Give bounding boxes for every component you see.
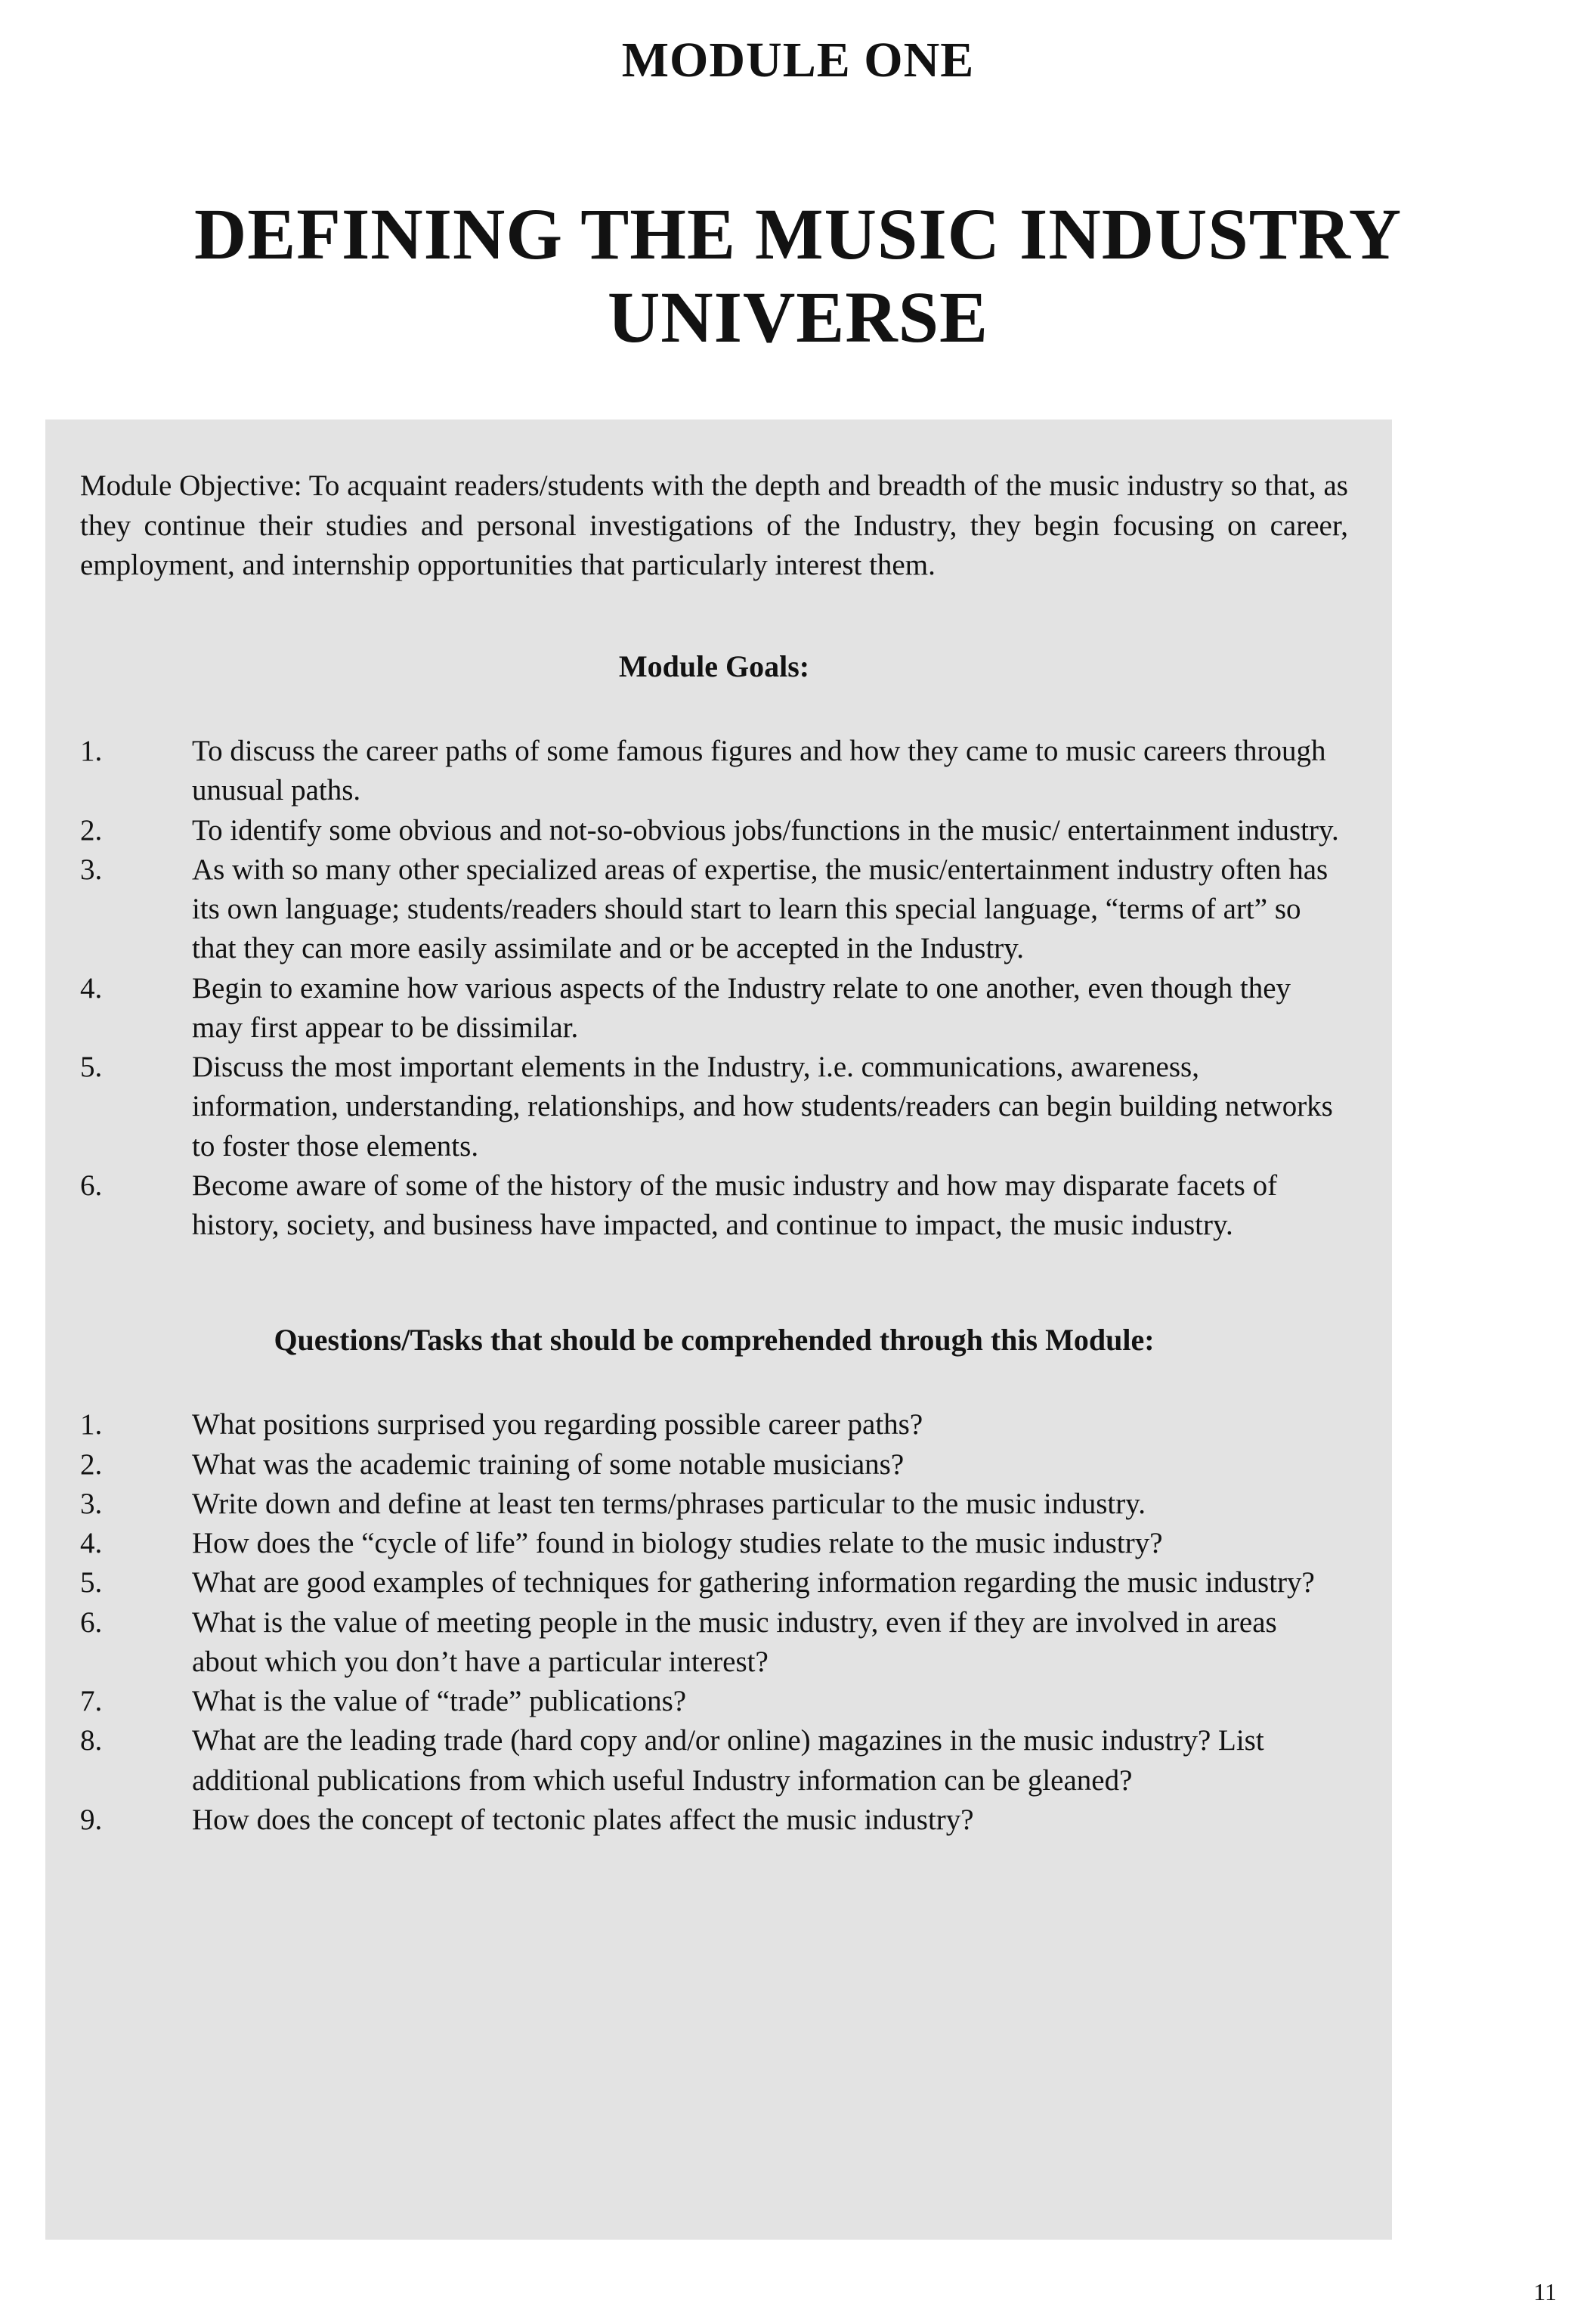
list-item-text: How does the concept of tectonic plates affect the music industry? (192, 1803, 974, 1836)
list-item (80, 1445, 1348, 1485)
list-item (80, 1485, 1348, 1524)
list-item-text: To identify some obvious and not-so-obvious jobs/functions in the music/ entertainment industry. (192, 813, 1339, 847)
list-item (80, 1721, 1348, 1800)
list-item-number: 8. (80, 1724, 103, 1757)
list-item-number: 2. (80, 1448, 103, 1481)
list-item-number: 5. (80, 1566, 103, 1599)
title-line-1: DEFINING THE MUSIC INDUSTRY (193, 193, 1403, 274)
list-item-text: How does the “cycle of life” found in biology studies relate to the music industry? (192, 1527, 1163, 1560)
title-line-2: UNIVERSE (607, 276, 989, 358)
list-item-text: Write down and define at least ten terms/phrases particular to the music industry. (192, 1487, 1146, 1520)
list-item-number: 4. (80, 1527, 103, 1560)
list-item-number: 9. (80, 1803, 103, 1836)
list-item (80, 1405, 1348, 1444)
page-number: 11 (1533, 2278, 1557, 2305)
list-item-text: Begin to examine how various aspects of the Industry relate to one another, even though they may first appear to be dissimilar. (192, 971, 1291, 1044)
module-label: MODULE ONE (621, 33, 975, 88)
list-item-number: 4. (80, 971, 103, 1005)
list-item-text: What is the value of “trade” publications? (192, 1685, 687, 1718)
list-item (80, 1603, 1348, 1683)
list-item-number: 3. (80, 1487, 103, 1520)
list-item (80, 1048, 1348, 1166)
list-item (80, 1682, 1348, 1721)
list-item-text: What is the value of meeting people in the music industry, even if they are involved in areas about which you don’t have a particular interest? (192, 1605, 1277, 1678)
questions-list (80, 1405, 1348, 1840)
list-item-text: What are the leading trade (hard copy and/or online) magazines in the music industry? List additional publications from which useful Industry information can be gleaned? (192, 1724, 1264, 1797)
list-item-number: 2. (80, 813, 103, 847)
list-item (80, 811, 1348, 850)
list-item (80, 850, 1348, 969)
list-item (80, 1524, 1348, 1563)
list-item-number: 6. (80, 1169, 103, 1202)
questions-heading: Questions/Tasks that should be comprehended through this Module: (274, 1323, 1155, 1358)
list-item-number: 6. (80, 1605, 103, 1639)
list-item-text: Discuss the most important elements in the Industry, i.e. communications, awareness, information, understanding, relationships, and how students/readers can begin building networks to foster those elements. (192, 1051, 1333, 1163)
page-title (0, 193, 1596, 360)
list-item-text: To discuss the career paths of some famous figures and how they came to music careers through unusual paths. (192, 735, 1326, 807)
list-item (80, 1166, 1348, 1246)
list-item-number: 7. (80, 1685, 103, 1718)
list-item-text: What are good examples of techniques for gathering information regarding the music industry? (192, 1566, 1315, 1599)
list-item-number: 1. (80, 1408, 103, 1441)
list-item (80, 1800, 1348, 1840)
list-item-number: 3. (80, 853, 103, 886)
goals-list (80, 732, 1348, 1245)
list-item (80, 732, 1348, 811)
module-objective: Module Objective: To acquaint readers/students with the depth and breadth of the music industry so that, as they continue their studies and personal investigations of the Industry, they begin focusing on career, employment, and internship opportunities that particularly interest them. (80, 469, 1348, 581)
list-item-text: Become aware of some of the history of the music industry and how may disparate facets of history, society, and business have impacted, and continue to impact, the music industry. (192, 1169, 1278, 1242)
list-item (80, 1563, 1348, 1602)
list-item-number: 5. (80, 1051, 103, 1084)
content-panel (45, 420, 1392, 2240)
list-item-text: As with so many other specialized areas of expertise, the music/entertainment industry often has its own language; students/readers should start to learn this special language, “terms of art” so that they can more easily assimilate and or be accepted in the Industry. (192, 853, 1328, 965)
goals-heading: Module Goals: (618, 649, 810, 684)
list-item-text: What positions surprised you regarding possible career paths? (192, 1408, 923, 1441)
list-item-text: What was the academic training of some notable musicians? (192, 1448, 905, 1481)
list-item (80, 969, 1348, 1048)
list-item-number: 1. (80, 735, 103, 768)
